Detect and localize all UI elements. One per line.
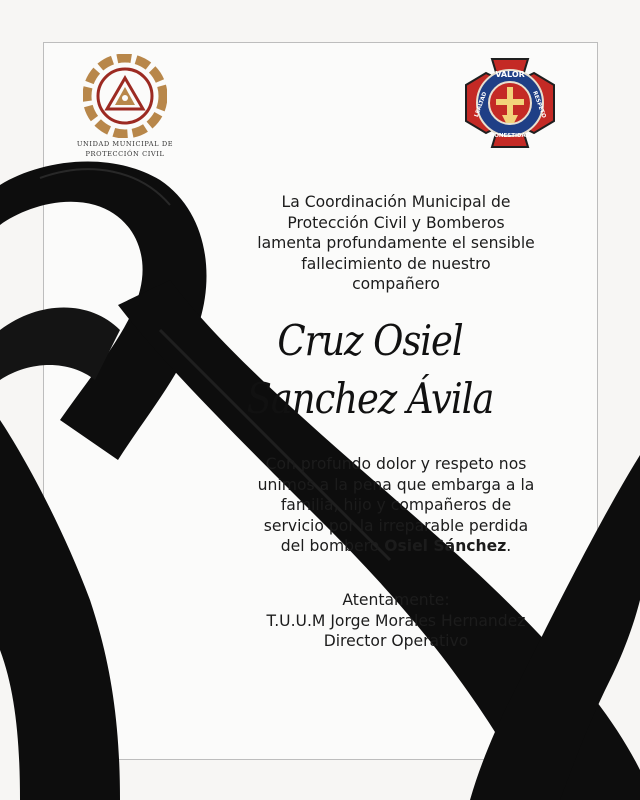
badge-bottom-text: HONESTIDAD [489, 133, 531, 139]
logo-caption-line2: PROTECCIÓN CIVIL [85, 150, 165, 158]
message-line5-suffix: . [506, 537, 512, 555]
proteccion-civil-emblem-icon [83, 54, 167, 138]
condolence-intro [222, 192, 570, 295]
badge-left-text: LEALTAD [473, 91, 489, 119]
message-line [226, 536, 566, 557]
message-line5-prefix: del bombero [280, 537, 385, 555]
message-line: servicio por la irreparable perdida [263, 516, 529, 535]
intro-line: Protección Civil y Bomberos [287, 213, 505, 232]
signer-title: Director Operativo [323, 632, 469, 650]
intro-line: La Coordinación Municipal de [281, 193, 511, 211]
closing-text: Atentamente: [342, 591, 450, 609]
logo-caption-line1: UNIDAD MUNICIPAL DE [76, 140, 174, 148]
firefighter-maltese-cross-icon [462, 55, 558, 151]
honoree-name-line2: Sanchez Ávila [246, 374, 494, 423]
intro-line: fallecimiento de nuestro [301, 254, 491, 273]
bomberos-badge [462, 55, 558, 155]
badge-right-text: RESPETO [531, 90, 547, 119]
message-line: familia, hijo y compañeros de [280, 496, 512, 514]
signature-block [226, 590, 566, 652]
deceased-name-bold: Osiel Sánchez [384, 537, 507, 555]
intro-line: lamenta profundamente el sensible [257, 234, 535, 252]
honoree-name [238, 312, 502, 428]
honoree-name-line1: Cruz Osiel [277, 316, 463, 365]
message-line: unimos a la pena que embarga a la [257, 475, 535, 494]
signer-name: T.U.U.M Jorge Morales Hernandez [266, 611, 526, 630]
badge-top-text: VALOR [495, 70, 525, 79]
message-line: Con profundo dolor y respeto nos [265, 455, 527, 473]
intro-line: compañero [352, 275, 440, 293]
proteccion-civil-logo [70, 54, 180, 158]
condolence-message [226, 454, 566, 557]
